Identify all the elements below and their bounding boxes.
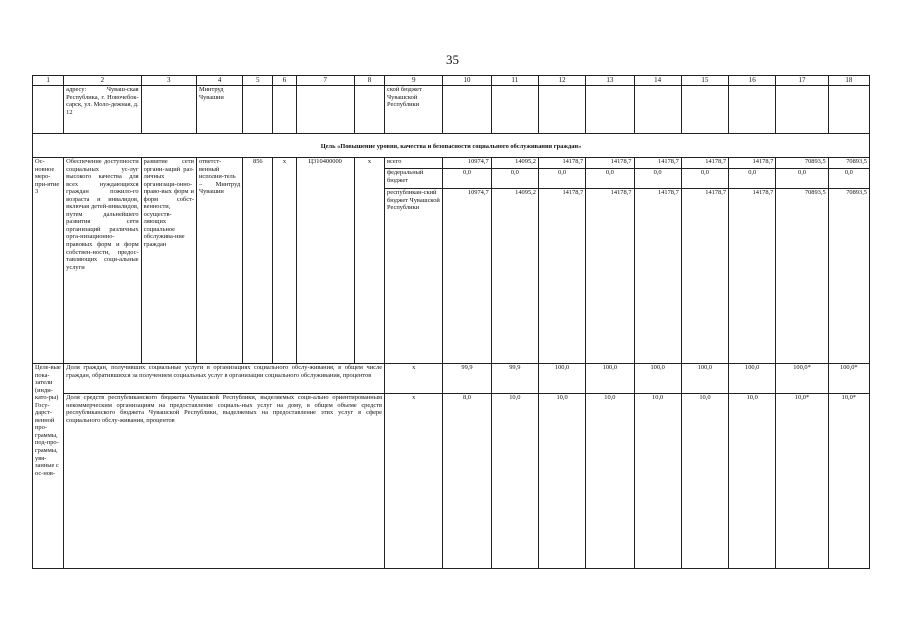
indicator-mark: х bbox=[385, 394, 443, 569]
column-number: 18 bbox=[828, 76, 869, 86]
csr-code: Ц310400000 bbox=[296, 158, 354, 364]
funding-source: республикан-ский бюджет Чувашской Республики bbox=[385, 189, 443, 364]
funding-value: 14178,7 bbox=[538, 158, 585, 169]
indicator-value: 100,0* bbox=[776, 364, 828, 394]
indicator-value: 100,0* bbox=[828, 364, 869, 394]
indicator-value: 8,0 bbox=[443, 394, 491, 569]
indicator-text: Доля средств республиканского бюджета Чувашской Республики, выделяемых соци-ально ориентированным некоммерческим организациям на предоставление социаль-ных услуг на дому, в общем объеме средств республиканского бюджета Чувашской Республики, выделяемых на предоставление этих услуг в сфере социального обслу-живания, процентов bbox=[64, 394, 385, 569]
event-responsible: ответст-венный исполни-тель – Минтруд Чувашии bbox=[196, 158, 242, 364]
indicator-value: 100,0 bbox=[634, 364, 681, 394]
program-table bbox=[32, 75, 870, 569]
indicator-row bbox=[33, 394, 870, 569]
rzpr-code: х bbox=[273, 158, 296, 364]
indicator-value: 100,0 bbox=[586, 364, 634, 394]
address-cell: адресу: Чуваш-ская Республика, г. Новочебок-сарск, ул. Моло-дежная, д. 12 bbox=[64, 86, 141, 134]
funding-value: 70893,5 bbox=[828, 158, 869, 169]
goal-row bbox=[33, 134, 870, 158]
funding-value: 0,0 bbox=[443, 169, 491, 189]
funding-source: всего bbox=[385, 158, 443, 169]
event-task: развитие сети органи-заций раз-личных организаци-онно-право-вых форм и форм собст-венности, осуществ-ляющих социальное обслужива-ние граждан bbox=[141, 158, 196, 364]
funding-value: 14178,7 bbox=[681, 158, 728, 169]
indicator-value: 10,0* bbox=[828, 394, 869, 569]
funding-value: 70893,5 bbox=[776, 189, 828, 364]
goal-title: Цель «Повышение уровня, качества и безопасности социального обслуживания граждан» bbox=[33, 134, 870, 158]
funding-value: 14095,2 bbox=[491, 158, 538, 169]
indicators-label: Целе-вые пока-затели (инди-като-ры) Госу-дарст-венной про-граммы, под-про-граммы, увя-занные с ос-нов- bbox=[33, 364, 64, 569]
column-number: 4 bbox=[196, 76, 242, 86]
indicator-value: 10,0 bbox=[491, 394, 538, 569]
indicator-value: 100,0 bbox=[681, 364, 728, 394]
indicator-mark: х bbox=[385, 364, 443, 394]
funding-source: федеральный бюджет bbox=[385, 169, 443, 189]
indicator-value: 10,0 bbox=[634, 394, 681, 569]
column-number: 9 bbox=[385, 76, 443, 86]
column-number: 8 bbox=[354, 76, 384, 86]
funding-value: 0,0 bbox=[729, 169, 776, 189]
column-number-row bbox=[33, 76, 870, 86]
vr-code: х bbox=[354, 158, 384, 364]
indicator-value: 10,0 bbox=[729, 394, 776, 569]
column-number: 12 bbox=[538, 76, 585, 86]
funding-value: 14178,7 bbox=[538, 189, 585, 364]
funding-value: 10974,7 bbox=[443, 189, 491, 364]
indicator-value: 10,0 bbox=[681, 394, 728, 569]
funding-value: 14178,7 bbox=[586, 189, 634, 364]
column-number: 1 bbox=[33, 76, 64, 86]
event-type: Ос-новное меро-при-ятие 3 bbox=[33, 158, 64, 364]
executor-cell: Минтруд Чувашии bbox=[196, 86, 242, 134]
funding-value: 0,0 bbox=[586, 169, 634, 189]
funding-value: 0,0 bbox=[634, 169, 681, 189]
funding-value: 14095,2 bbox=[491, 189, 538, 364]
funding-value: 14178,7 bbox=[634, 158, 681, 169]
funding-value: 14178,7 bbox=[729, 189, 776, 364]
funding-value: 14178,7 bbox=[634, 189, 681, 364]
funding-value: 10974,7 bbox=[443, 158, 491, 169]
column-number: 3 bbox=[141, 76, 196, 86]
funding-value: 14178,7 bbox=[586, 158, 634, 169]
column-number: 6 bbox=[273, 76, 296, 86]
funding-value: 14178,7 bbox=[681, 189, 728, 364]
indicator-value: 100,0 bbox=[729, 364, 776, 394]
funding-value: 0,0 bbox=[828, 169, 869, 189]
funding-value: 0,0 bbox=[491, 169, 538, 189]
grbs-code: 856 bbox=[243, 158, 273, 364]
indicator-value: 10,0 bbox=[586, 394, 634, 569]
funding-value: 14178,7 bbox=[729, 158, 776, 169]
indicator-value: 10,0 bbox=[538, 394, 585, 569]
column-number: 13 bbox=[586, 76, 634, 86]
continuation-row bbox=[33, 86, 870, 134]
column-number: 16 bbox=[729, 76, 776, 86]
funding-value: 0,0 bbox=[538, 169, 585, 189]
indicator-row bbox=[33, 364, 870, 394]
column-number: 17 bbox=[776, 76, 828, 86]
page-number: 35 bbox=[446, 52, 459, 67]
funding-value: 0,0 bbox=[681, 169, 728, 189]
indicator-value: 99,9 bbox=[491, 364, 538, 394]
column-number: 5 bbox=[243, 76, 273, 86]
column-number: 10 bbox=[443, 76, 491, 86]
column-number: 7 bbox=[296, 76, 354, 86]
column-number: 11 bbox=[491, 76, 538, 86]
column-number: 2 bbox=[64, 76, 141, 86]
funding-source-cell: ской бюджет Чувашской Республики bbox=[385, 86, 443, 134]
indicator-value: 99,9 bbox=[443, 364, 491, 394]
event-row-total bbox=[33, 158, 870, 169]
indicator-text: Доля граждан, получивших социальные услуги в организациях социального обслу-живания, в общем числе граждан, обратившихся за получением социальных услуг в организации социального обслуживания, процентов bbox=[64, 364, 385, 394]
event-name: Обеспечение доступности социальных ус-луг высокого качества для всех нуждающихся граждан пожило-го возраста и инвалидов, включая детей-инвалидов, путем дальнейшего развития сети организаций различных орга-низационно-правовых форм и форм собствен-ности, предос-тавляющих соци-альные услуги bbox=[64, 158, 141, 364]
indicator-value: 10,0* bbox=[776, 394, 828, 569]
column-number: 15 bbox=[681, 76, 728, 86]
funding-value: 70893,5 bbox=[828, 189, 869, 364]
funding-value: 70893,5 bbox=[776, 158, 828, 169]
funding-value: 0,0 bbox=[776, 169, 828, 189]
indicator-value: 100,0 bbox=[538, 364, 585, 394]
column-number: 14 bbox=[634, 76, 681, 86]
